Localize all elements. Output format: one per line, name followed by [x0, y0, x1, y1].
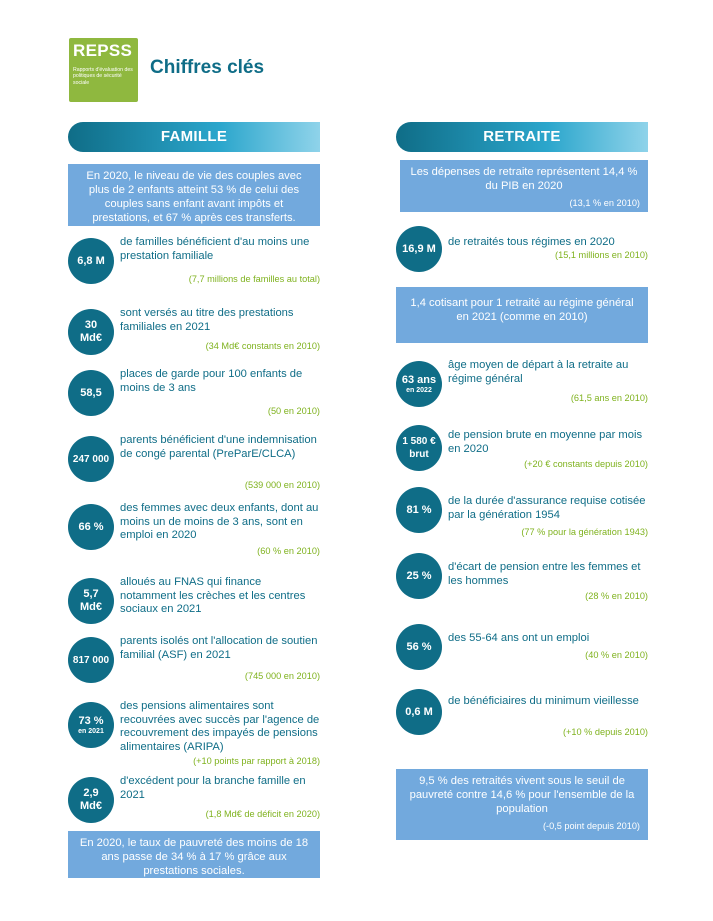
stat-value-circle	[68, 370, 114, 416]
stat-note: (539 000 en 2010)	[244, 480, 320, 490]
stat-description: âge moyen de départ à la retraite au régime général	[448, 359, 629, 385]
stat-value: 25 %	[406, 569, 432, 582]
retraite-outro-box	[396, 769, 648, 840]
stat-value: 817 000	[72, 654, 110, 666]
stat-value: 56 %	[406, 640, 432, 653]
stat-ecart-pension	[396, 553, 648, 601]
stat-value-circle	[396, 553, 442, 599]
stat-value-circle	[68, 436, 114, 482]
retraite-column	[396, 0, 648, 921]
stat-value: 73 %	[78, 714, 104, 727]
stat-prestations-montant	[68, 309, 320, 357]
stat-pension-brute	[396, 425, 648, 473]
stat-description: sont versés au titre des prestations familiales en 2021	[120, 307, 294, 333]
stat-note: (28 % en 2010)	[585, 591, 648, 601]
retraite-intro-text: Les dépenses de retraite représentent 14,4 % du PIB en 2020	[410, 166, 638, 192]
stat-description: des pensions alimentaires sont recouvrées avec succès par l'agence de recouvrement des impayés de pensions alimentaires (ARIPA)	[120, 700, 320, 753]
stat-aripa	[68, 700, 320, 766]
stat-note: (+10 % depuis 2010)	[562, 727, 648, 737]
stat-description: des femmes avec deux enfants, dont au moins un de moins de 3 ans, sont en emploi en 2020	[120, 502, 319, 541]
stat-value-circle	[396, 487, 442, 533]
stat-description: d'excédent pour la branche famille en 2021	[120, 775, 306, 801]
cotisant-text: 1,4 cotisant pour 1 retraité au régime général en 2021 (comme en 2010)	[410, 297, 634, 323]
retraite-intro-box	[400, 160, 648, 212]
stat-value: 1 580 € brut	[402, 436, 436, 460]
retraite-outro-text: 9,5 % des retraités vivent sous le seuil de pauvreté contre 14,6 % pour l'ensemble de la population	[409, 775, 635, 815]
stat-description: de la durée d'assurance requise cotisée par la génération 1954	[448, 495, 646, 521]
famille-intro-box	[68, 164, 320, 226]
stat-note: (60 % en 2010)	[257, 546, 320, 556]
stat-note: (15,1 millions en 2010)	[555, 250, 648, 260]
stat-value: 0,6 M	[405, 705, 433, 718]
famille-outro-box	[68, 831, 320, 878]
stat-description: parents bénéficient d'une indemnisation de congé parental (PreParE/CLCA)	[120, 434, 317, 460]
famille-intro-text: En 2020, le niveau de vie des couples avec plus de 2 enfants atteint 53 % de celui des couples sans enfant avant impôts et prestations, et 67 % après ces transferts.	[86, 170, 302, 224]
stat-value: 81 %	[406, 503, 432, 516]
stat-value-sub: en 2022	[406, 386, 432, 394]
stat-note: (+20 € constants depuis 2010)	[524, 459, 648, 469]
stat-description: parents isolés ont l'allocation de soutien familial (ASF) en 2021	[120, 635, 318, 661]
stat-value-circle	[396, 226, 442, 272]
stat-value: 63 ans	[401, 373, 437, 386]
stat-value-sub: en 2021	[78, 727, 104, 735]
stat-value: 66 %	[78, 520, 104, 533]
stat-value: 247 000	[72, 453, 110, 465]
stat-note: (7,7 millions de familles au total)	[188, 274, 320, 284]
stat-value-circle	[396, 361, 442, 407]
stat-note: (745 000 en 2010)	[244, 671, 320, 681]
stat-description: de pension brute en moyenne par mois en 2020	[448, 429, 643, 455]
page-title: Chiffres clés	[150, 57, 265, 78]
stat-value: 16,9 M	[402, 242, 436, 255]
stat-emploi-seniors	[396, 624, 648, 672]
stat-note: (1,8 Md€ de déficit en 2020)	[205, 809, 320, 819]
stat-duree-assurance	[396, 487, 648, 535]
stat-retraites-tous-regimes	[396, 226, 648, 274]
stat-note: (34 Md€ constants en 2010)	[205, 341, 320, 351]
stat-value-circle	[68, 238, 114, 284]
stat-value-circle	[68, 637, 114, 683]
stat-note: (40 % en 2010)	[585, 650, 648, 660]
famille-banner: FAMILLE	[68, 122, 320, 152]
famille-column	[68, 0, 320, 921]
retraite-intro-note: (13,1 % en 2010)	[569, 198, 640, 208]
stat-age-depart	[396, 361, 648, 409]
stat-description: de bénéficiaires du minimum vieillesse	[448, 695, 639, 707]
stat-value: 6,8 M	[77, 254, 105, 267]
cotisant-box	[396, 287, 648, 343]
stat-note: (50 en 2010)	[267, 406, 320, 416]
stat-description: de retraités tous régimes en 2020	[448, 236, 615, 248]
stat-value-circle	[68, 702, 114, 748]
stat-description: des 55-64 ans ont un emploi	[448, 632, 590, 644]
stat-value: 30 Md€	[80, 319, 102, 344]
stat-value-circle	[396, 425, 442, 471]
stat-value-circle	[68, 504, 114, 550]
stat-description: places de garde pour 100 enfants de moins de 3 ans	[120, 368, 303, 394]
stat-minimum-vieillesse	[396, 689, 648, 737]
stat-value-circle	[396, 689, 442, 735]
stat-note: (61,5 ans en 2010)	[570, 393, 648, 403]
stat-excedent	[68, 777, 320, 825]
stat-value-circle	[68, 777, 114, 823]
stat-femmes-emploi	[68, 502, 320, 556]
famille-outro-text: En 2020, le taux de pauvreté des moins de 18 ans passe de 34 % à 17 % grâce aux prestations sociales.	[79, 837, 309, 877]
logo-text: REPSS	[73, 41, 133, 60]
stat-conge-parental	[68, 434, 320, 490]
stat-value-circle	[68, 578, 114, 624]
stat-asf	[68, 637, 320, 685]
retraite-outro-note: (-0,5 point depuis 2010)	[542, 821, 640, 831]
stat-value: 5,7 Md€	[80, 588, 102, 613]
stat-note: (77 % pour la génération 1943)	[521, 527, 648, 537]
stat-value-circle	[396, 624, 442, 670]
stat-value-circle	[68, 309, 114, 355]
stat-familles-prestation	[68, 238, 320, 286]
stat-description: de familles bénéficient d'au moins une prestation familiale	[120, 236, 310, 262]
stat-note: (+10 points par rapport à 2018)	[193, 756, 320, 766]
stat-value: 2,9 Md€	[80, 787, 102, 812]
stat-fnas	[68, 578, 320, 626]
stat-description: d'écart de pension entre les femmes et les hommes	[448, 561, 641, 587]
stat-places-garde	[68, 370, 320, 418]
logo-subtitle: Rapports d'évaluation des politiques de sécurité sociale	[73, 67, 133, 86]
stat-description: alloués au FNAS qui finance notamment les crèches et les centres sociaux en 2021	[120, 576, 306, 615]
retraite-banner: RETRAITE	[396, 122, 648, 152]
stat-value: 58,5	[80, 386, 102, 399]
